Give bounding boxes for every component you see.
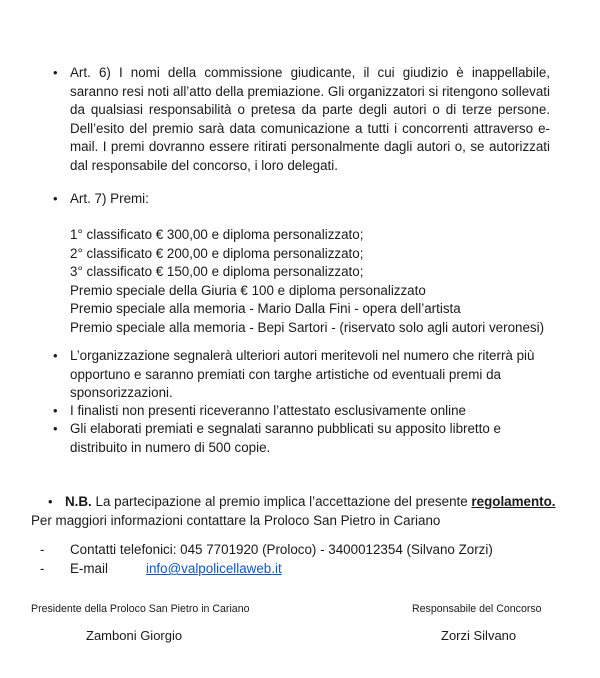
email-link[interactable]: info@valpolicellaweb.it	[146, 561, 282, 576]
bullet: •	[53, 191, 58, 206]
article-7-title: Art. 7) Premi:	[70, 191, 149, 206]
dash: -	[40, 542, 45, 557]
bullet: •	[53, 421, 58, 436]
phone-text: Contatti telefonici: 045 7701920 (Proloco) - 3400012354 (Silvano Zorzi)	[70, 542, 493, 557]
email-label: E-mail	[70, 561, 108, 576]
prize-item: 1° classificato € 300,00 e diploma personalizzato;	[70, 227, 364, 242]
note-text: I finalisti non presenti riceveranno l’attestato esclusivamente online	[70, 403, 466, 418]
info-line: Per maggiori informazioni contattare la Proloco San Pietro in Cariano	[31, 513, 441, 528]
prize-item: 2° classificato € 200,00 e diploma personalizzato;	[70, 245, 364, 261]
note-text: Gli elaborati premiati e segnalati saranno pubblicati su apposito libretto e distribuito in numero di 500 copie.	[70, 421, 501, 455]
note-segnalazione	[53, 347, 550, 403]
bullet: •	[53, 65, 58, 80]
contact-phone	[40, 540, 560, 559]
president-role: Presidente della Proloco San Pietro in Cariano	[31, 603, 250, 615]
dash: -	[40, 561, 45, 576]
president-name: Zamboni Giorgio	[86, 628, 183, 643]
prize-item: 3° classificato € 150,00 e diploma personalizzato;	[70, 264, 364, 279]
note-pubblicazione	[53, 420, 550, 457]
article-7	[53, 190, 550, 209]
manager-name: Zorzi Silvano	[441, 628, 517, 643]
nb-line	[31, 492, 571, 511]
bullet: •	[53, 403, 58, 418]
nb-label: N.B.	[65, 494, 92, 509]
prize-item: Premio speciale alla memoria - Bepi Sartori - (riservato solo agli autori veronesi)	[70, 319, 545, 335]
contacts	[40, 540, 560, 578]
contact-email	[40, 559, 560, 578]
regolamento-keyword: regolamento.	[471, 494, 556, 509]
bullet: •	[53, 348, 58, 363]
article-6-text: Art. 6) I nomi della commissione giudicante, il cui giudizio è inappellabile, saranno resi noti all’atto della premiazione. Gli organizzatori si ritengono sollevati da qualsiasi responsabilità o pretesa da parte degli autori o di terze persone. Dell’esito del premio sarà data comunicazione a tutti i concorrenti attraverso e-mail. I premi dovranno essere ritirati personalmente dagli autori o, se autorizzati dal responsabile del concorso, i loro delegati.	[70, 65, 550, 173]
prize-item: Premio speciale alla memoria - Mario Dalla Fini - opera dell’artista	[70, 301, 461, 316]
article-6	[53, 64, 550, 175]
note-finalisti	[53, 402, 550, 421]
nb-section	[31, 492, 571, 530]
prize-list	[70, 226, 560, 337]
nb-text: La partecipazione al premio implica l’accettazione del presente	[91, 494, 472, 509]
manager-role: Responsabile del Concorso	[412, 603, 542, 615]
note-text: L’organizzazione segnalerà ulteriori autori meritevoli nel numero che riterrà più opportuno e saranno premiati con targhe artistiche od eventuali premi da sponsorizzazioni.	[70, 348, 535, 400]
prize-item: Premio speciale della Giuria € 100 e diploma personalizzato	[70, 282, 426, 298]
bullet: •	[48, 494, 53, 509]
